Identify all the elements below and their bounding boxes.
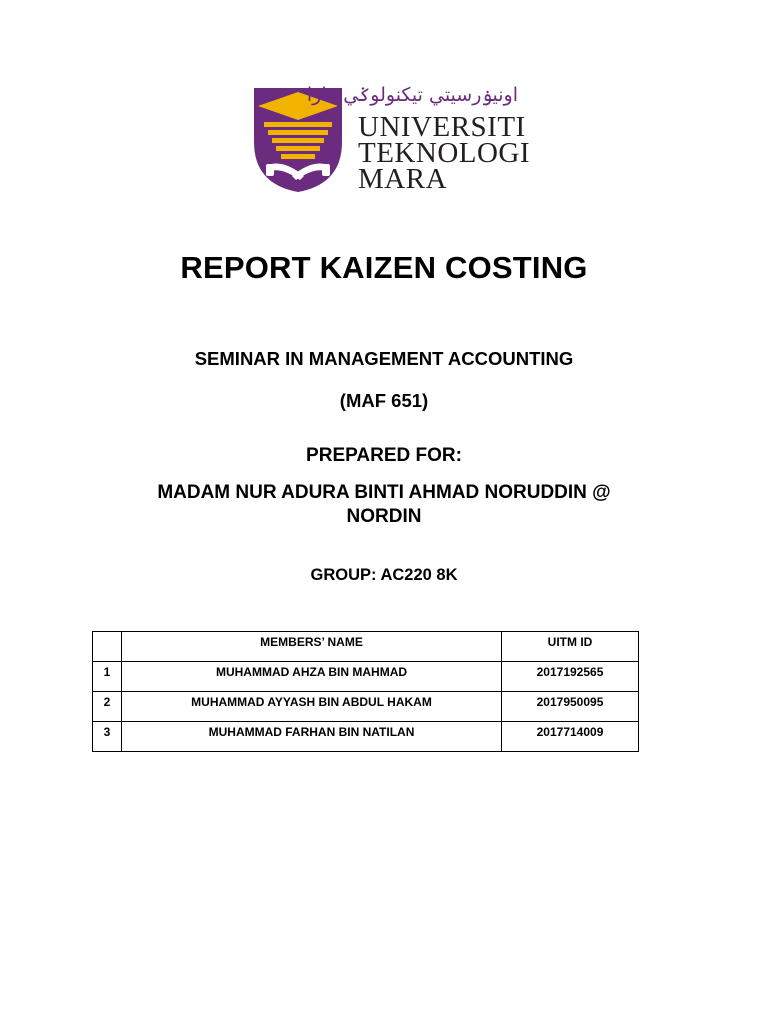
- uitm-logo: [252, 84, 531, 195]
- row-uitm-id: 2017714009: [502, 722, 639, 752]
- header-members-name: MEMBERS’ NAME: [122, 632, 502, 662]
- row-num: 1: [93, 662, 122, 692]
- group-label: GROUP: AC220 8K: [310, 566, 458, 584]
- header-num: [93, 632, 122, 662]
- members-table: [92, 631, 639, 752]
- lecturer-name-line2: NORDIN: [346, 506, 422, 527]
- lecturer-name-line1: MADAM NUR ADURA BINTI AHMAD NORUDDIN @: [157, 482, 611, 503]
- logo-line-mara: MARA: [358, 163, 448, 195]
- row-member-name: MUHAMMAD FARHAN BIN NATILAN: [122, 722, 502, 752]
- row-num: 2: [93, 692, 122, 722]
- prepared-for-label: PREPARED FOR:: [306, 445, 462, 466]
- logo-line-teknologi: TEKNOLOGI: [358, 137, 531, 169]
- row-uitm-id: 2017192565: [502, 662, 639, 692]
- logo-line-universiti: UNIVERSITI: [358, 111, 526, 143]
- logo-jawi-text: اونيۏرسيتي تيكنولوݢي مارا: [306, 84, 518, 106]
- course-name: SEMINAR IN MANAGEMENT ACCOUNTING: [194, 348, 574, 369]
- row-num: 3: [93, 722, 122, 752]
- row-member-name: MUHAMMAD AHZA BIN MAHMAD: [122, 662, 502, 692]
- row-member-name: MUHAMMAD AYYASH BIN ABDUL HAKAM: [122, 692, 502, 722]
- table-row: [93, 692, 639, 722]
- header-uitm-id: UITM ID: [502, 632, 639, 662]
- course-code: (MAF 651): [339, 390, 429, 411]
- report-title: REPORT KAIZEN COSTING: [180, 250, 588, 285]
- table-row: [93, 722, 639, 752]
- lecturer-name: [0, 481, 768, 529]
- table-row: [93, 662, 639, 692]
- row-uitm-id: 2017950095: [502, 692, 639, 722]
- table-header-row: [93, 632, 639, 662]
